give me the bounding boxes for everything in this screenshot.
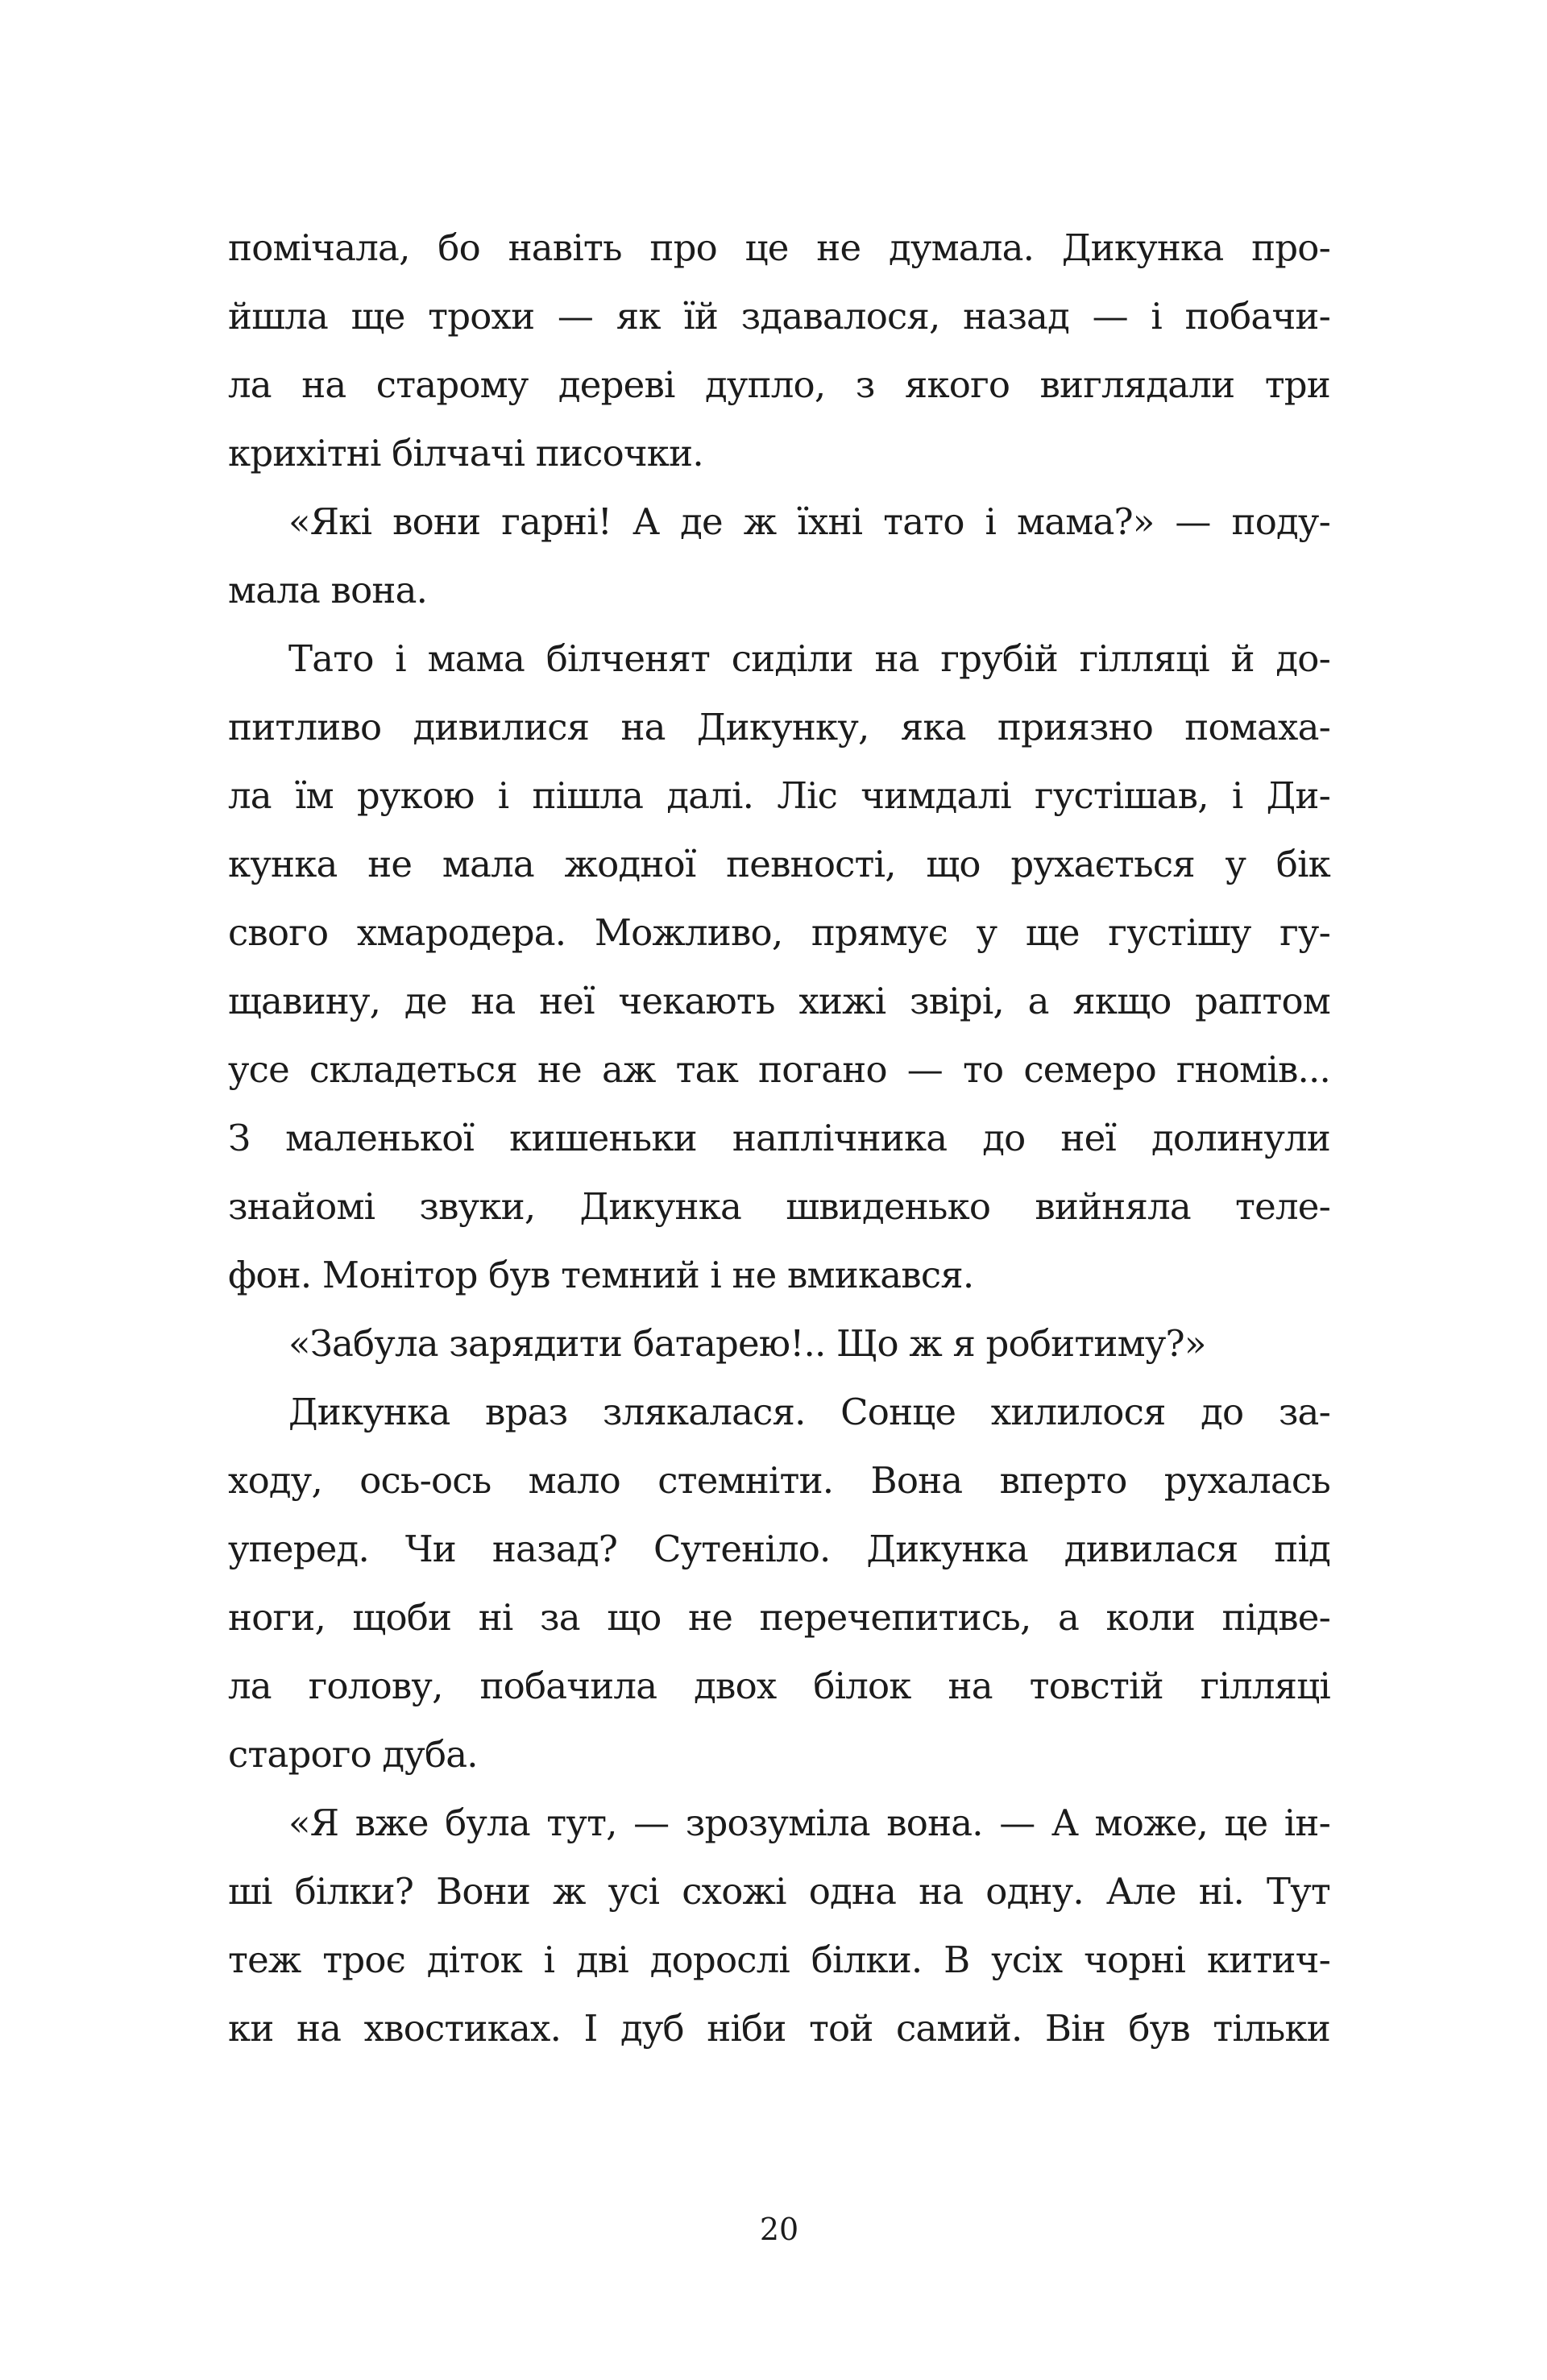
text-line: «Які вони гарні! А де ж їхні тато і мама?» — поду- [288,500,1330,543]
text-line: свого хмародера. Можливо, прямує у ще густішу гу- [228,911,1330,954]
text-line: ла на старому дереві дупло, з якого виглядали три [228,363,1330,406]
page-number: 20 [759,2212,799,2247]
text-line: фон. Монітор був темний і не вмикався. [228,1254,974,1296]
text-line: З маленької кишеньки наплічника до неї долинули [228,1117,1330,1159]
text-line: уперед. Чи назад? Сутеніло. Дикунка дивилася під [228,1528,1330,1570]
text-line: ходу, ось-ось мало стемніти. Вона вперто рухалась [228,1459,1330,1502]
text-line: ки на хвостиках. І дуб ніби той самий. Він був тільки [228,2007,1330,2050]
text-line: Тато і мама білченят сиділи на грубій гілляці й до- [288,637,1330,680]
text-line: усе складеться не аж так погано — то семеро гномів... [228,1048,1330,1091]
text-line: Дикунка враз злякалася. Сонце хилилося до за- [288,1391,1330,1433]
text-line: теж троє діток і дві дорослі білки. В усіх чорні китич- [228,1938,1330,1981]
text-line: крихітні білчачі писочки. [228,432,703,475]
text-line: кунка не мала жодної певності, що рухається у бік [228,843,1330,885]
text-line: «Забула зарядити батарею!.. Що ж я робитиму?» [288,1322,1206,1365]
text-line: мала вона. [228,569,428,612]
text-line: щавину, де на неї чекають хижі звірі, а якщо раптом [228,980,1330,1022]
text-line: «Я вже була тут, — зрозуміла вона. — А може, це ін- [288,1802,1330,1844]
text-line: йшла ще трохи — як їй здавалося, назад — і побачи- [228,295,1330,338]
text-line: ла голову, побачила двох білок на товстій гілляці [228,1665,1330,1707]
text-line: ноги, щоби ні за що не перечепитись, а коли підве- [228,1596,1330,1639]
text-line: старого дуба. [228,1733,478,1776]
page-body-text [228,214,1330,2063]
text-line: ла їм рукою і пішла далі. Ліс чимдалі густішав, і Ди- [228,774,1330,817]
text-line: питливо дивилися на Дикунку, яка приязно помаха- [228,706,1330,748]
text-line: помічала, бо навіть про це не думала. Дикунка про- [228,226,1330,269]
text-line: знайомі звуки, Дикунка швиденько вийняла теле- [228,1185,1330,1228]
text-line: ші білки? Вони ж усі схожі одна на одну. Але ні. Тут [228,1870,1330,1913]
